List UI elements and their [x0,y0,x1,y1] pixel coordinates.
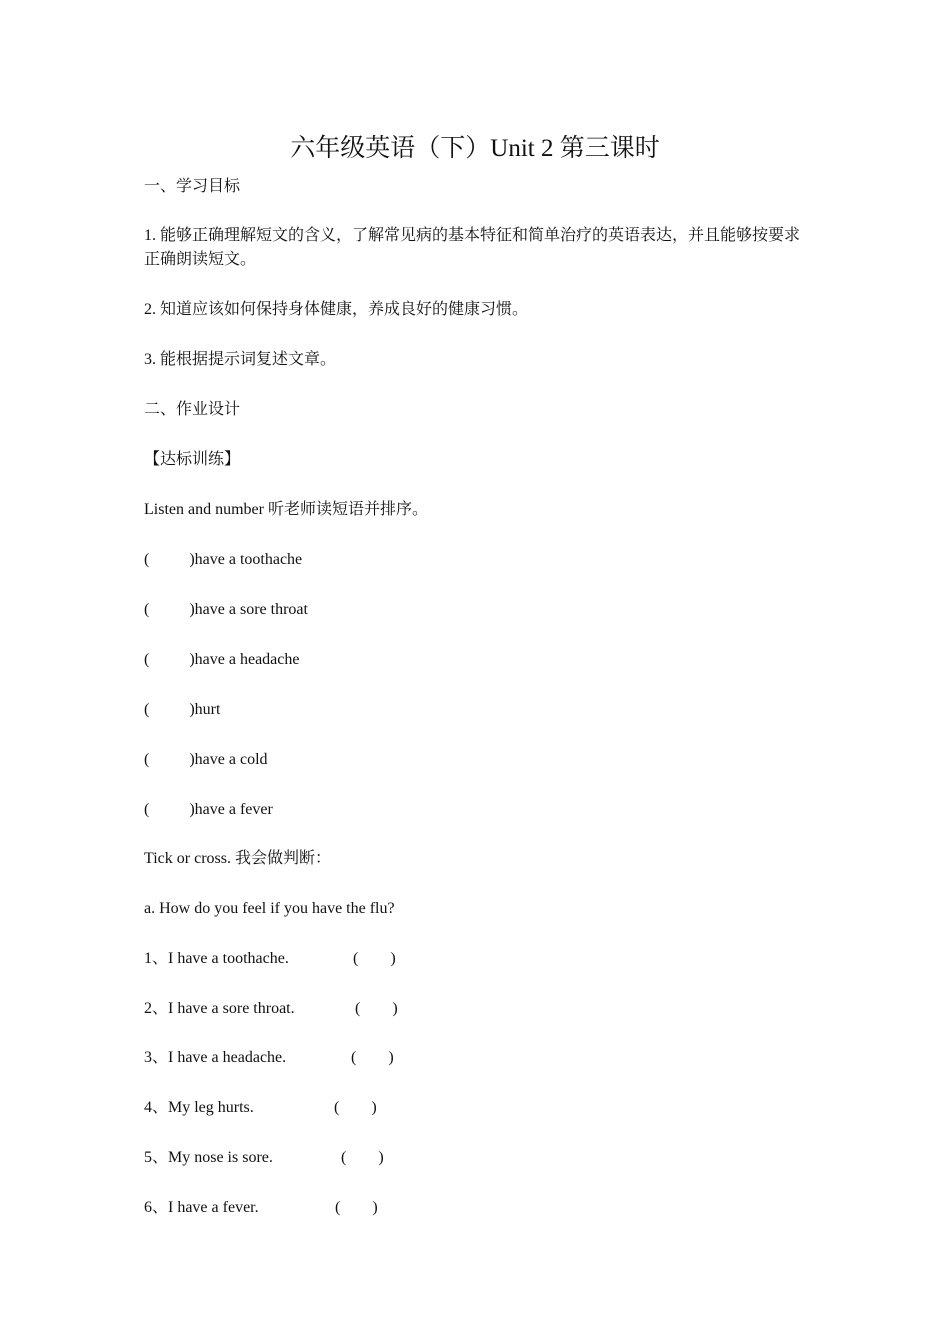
tick-question: a. How do you feel if you have the flu? [144,900,395,917]
section-heading-homework: 二、作业设计 [144,401,241,418]
tick-answer-blank[interactable]: ( ) [353,950,396,967]
goal-2: 2. 知道应该如何保持身体健康，养成良好的健康习惯。 [144,301,529,318]
tick-answer-blank[interactable]: ( ) [355,1000,398,1017]
listen-instruction: Listen and number 听老师读短语并排序。 [144,501,428,518]
tick-item-text: 1、I have a toothache. [144,950,289,967]
tick-answer-blank[interactable]: ( ) [335,1199,378,1216]
listen-item-text: )have a toothache [189,551,303,568]
listen-item [144,698,220,722]
listen-item [144,748,268,772]
tick-item-text: 6、I have a fever. [144,1199,259,1216]
section-heading-goals: 一、学习目标 [144,178,241,195]
answer-blank-open[interactable]: ( [144,751,150,768]
listen-item-text: )have a sore throat [189,601,308,618]
goal-3: 3. 能根据提示词复述文章。 [144,351,337,368]
answer-blank-open[interactable]: ( [144,651,150,668]
listen-item [144,798,273,822]
listen-item [144,548,302,572]
tick-item-text: 4、My leg hurts. [144,1099,254,1116]
answer-blank-open[interactable]: ( [144,801,150,818]
tick-answer-blank[interactable]: ( ) [351,1049,394,1066]
listen-item-text: )have a headache [189,651,300,668]
answer-blank-open[interactable]: ( [144,601,150,618]
listen-item-text: )have a fever [189,801,273,818]
listen-item-text: )hurt [189,701,221,718]
tick-answer-blank[interactable]: ( ) [334,1099,377,1116]
answer-blank-open[interactable]: ( [144,701,150,718]
subheading-training: 【达标训练】 [144,451,241,468]
tick-item-text: 2、I have a sore throat. [144,1000,295,1017]
tick-instruction: Tick or cross. 我会做判断： [144,850,331,867]
listen-item [144,598,308,622]
page-title: 六年级英语（下）Unit 2 第三课时 [290,135,660,162]
tick-item-text: 5、My nose is sore. [144,1149,273,1166]
listen-item-text: )have a cold [189,751,268,768]
tick-item-text: 3、I have a headache. [144,1049,287,1066]
listen-item [144,648,299,672]
goal-1: 1. 能够正确理解短文的含义，了解常见病的基本特征和简单治疗的英语表达，并且能够按要求正确朗读短文。 [144,227,801,268]
tick-answer-blank[interactable]: ( ) [341,1149,384,1166]
answer-blank-open[interactable]: ( [144,551,150,568]
